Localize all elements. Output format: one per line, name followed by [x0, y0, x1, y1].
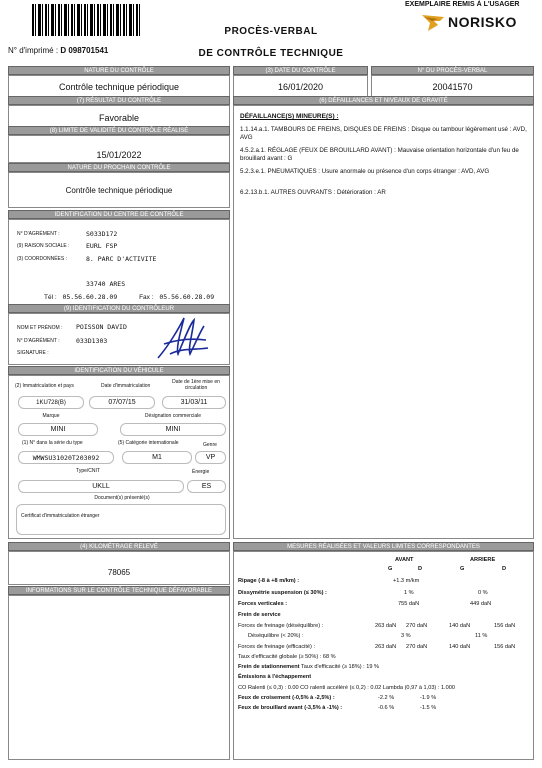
- unfavorable-box: [8, 595, 230, 760]
- user-copy-label: EXEMPLAIRE REMIS À L'USAGER: [405, 1, 520, 8]
- vin-label: (1) N° dans la série du type: [22, 440, 83, 446]
- defect-item: 6.2.13.b.1. AUTRES OUVRANTS : Détérioration : AR: [240, 189, 386, 196]
- unbal-rear-d: 156 daN: [494, 623, 516, 629]
- controller-signature-label: SIGNATURE :: [17, 350, 49, 356]
- ripage-label: Ripage (-8 à +8 m/km) :: [238, 578, 300, 584]
- rear-d: D: [502, 566, 507, 572]
- next-value: Contrôle technique périodique: [65, 186, 173, 195]
- tel-value: 05.56.60.28.09: [62, 293, 118, 301]
- deseq-label: Déséquilibre (< 20%) :: [248, 633, 304, 639]
- susp-rear: 0 %: [478, 590, 488, 596]
- reg-date-label: Date d'immatriculation: [101, 383, 151, 389]
- unfavorable-label: INFORMATIONS SUR LE CONTRÔLE TECHNIQUE DÉFAVORABLE: [8, 586, 230, 595]
- park-label: Frein de stationnement: [238, 664, 300, 670]
- defect-item: 5.2.3.e.1. PNEUMATIQUES : Usure anormale ou présence d'un corps étranger : AVD, AVG: [240, 168, 490, 175]
- cat-label: (5) Catégorie internationale: [118, 440, 179, 446]
- fog-front: -0.6 %: [378, 705, 395, 711]
- brake-label: Frein de service: [238, 612, 281, 618]
- ripage-value: +1.3 m/km: [393, 578, 420, 584]
- make-label: Marque: [42, 413, 60, 419]
- docs-label: Document(s) présenté(s): [94, 495, 150, 501]
- eff-front-g: 263 daN: [375, 644, 397, 650]
- unbal-label: Forces de freinage (déséquilibre) :: [238, 623, 324, 629]
- tel-label: Tél :: [44, 294, 57, 301]
- cross-front: -2.2 %: [378, 695, 395, 701]
- vert-rear: 449 daN: [470, 601, 492, 607]
- reg-value: 1KU728(B): [18, 396, 84, 409]
- validity-value: 15/01/2022: [8, 135, 230, 163]
- model-value: MINI: [120, 423, 226, 436]
- controller-name-value: POISSON DAVID: [76, 323, 127, 331]
- fax-value: 05.56.60.28.09: [159, 293, 215, 301]
- center-name-value: EURL FSP: [86, 242, 118, 250]
- make-value: MINI: [18, 423, 98, 436]
- first-date-value: 31/03/11: [162, 396, 226, 409]
- vert-label: Forces verticales :: [238, 601, 288, 607]
- center-agreement-value: S033D172: [86, 230, 118, 238]
- print-number: [8, 46, 108, 55]
- global-eff: Taux d'efficacité globale (≥ 50%) : 68 %: [238, 654, 336, 660]
- co-line: CO Ralenti (≤ 0,3) : 0.00 CO ralenti accéléré (≤ 0,2) : 0.02 Lambda (0,97 à 1,03) : 1.000: [238, 685, 455, 691]
- measures-label: MESURES RÉALISÉES ET VALEURS LIMITES CORRESPONDANTES: [233, 542, 534, 551]
- eff-rear-g: 140 daN: [449, 644, 471, 650]
- emissions-label: Émissions à l'échappement: [238, 674, 312, 680]
- controller-agreement-value: 033D1303: [76, 337, 108, 345]
- center-name-label: (9) RAISON SOCIALE :: [17, 243, 70, 249]
- deseq-front: 3 %: [401, 633, 411, 639]
- controller-label: (9) IDENTIFICATION DU CONTRÔLEUR: [8, 304, 230, 313]
- eff-rear-d: 156 daN: [494, 644, 516, 650]
- center-city: 33740 ARES: [86, 280, 126, 288]
- reg-date-value: 07/07/15: [89, 396, 155, 409]
- rear-g: G: [460, 566, 465, 572]
- type-label: Type/CNIT: [76, 468, 100, 474]
- front-header: AVANT: [395, 557, 414, 563]
- vehicle-label: IDENTIFICATION DU VÉHICULE: [8, 366, 230, 375]
- energy-label: Énergie: [192, 469, 210, 475]
- fog-label: Feux de brouillard avant (-3,5% à -1%) :: [238, 705, 343, 711]
- model-label: Désignation commerciale: [144, 413, 202, 419]
- brand-name: NORISKO: [448, 14, 517, 30]
- vin-value: WMWSU31020T203092: [18, 451, 114, 464]
- defect-item: 1.1.14.a.1. TAMBOURS DE FREINS, DISQUES DE FREINS : Disque ou tambour légèrement usé : AVD, AVG: [240, 126, 527, 141]
- validity-label: (8) LIMITE DE VALIDITÉ DU CONTRÔLE RÉALISÉ: [8, 126, 230, 135]
- deseq-rear: 11 %: [475, 633, 488, 639]
- rear-header: ARRIERE: [470, 557, 496, 563]
- mileage-value: 78065: [107, 568, 131, 577]
- energy-value: ES: [187, 480, 226, 493]
- unbal-front-g: 263 daN: [375, 623, 397, 629]
- center-address: 8. PARC D'ACTIVITE: [86, 255, 157, 263]
- mileage-label: (4) KILOMÉTRAGE RELEVÉ: [8, 542, 230, 551]
- signature: [150, 314, 210, 362]
- print-number-value: D 098701541: [60, 46, 109, 55]
- susp-label: Dissymétrie suspension (≤ 30%) :: [238, 590, 327, 596]
- pv-label: N° DU PROCÈS-VERBAL: [371, 66, 534, 75]
- date-value: 16/01/2020: [233, 75, 368, 97]
- eff-label: Forces de freinage (efficacité) :: [238, 644, 316, 650]
- susp-front: 1 %: [404, 590, 414, 596]
- cross-label: Feux de croisement (-0,5% à -2,5%) :: [238, 695, 335, 701]
- reg-label: (2) Immatriculation et pays: [15, 383, 74, 389]
- controller-agreement-label: N° D'AGRÉMENT :: [17, 338, 60, 344]
- next-label: NATURE DU PROCHAIN CONTRÔLE: [8, 163, 230, 172]
- park-value: Taux d'efficacité (≥ 18%) : 19 %: [301, 664, 380, 670]
- vert-front: 755 daN: [398, 601, 420, 607]
- docs-value: Certificat d'immatriculation étranger: [21, 513, 100, 519]
- title-line1: PROCÈS-VERBAL: [224, 26, 318, 37]
- defect-item: 4.5.2.a.1. RÉGLAGE (FEUX DE BROUILLARD AVANT) : Mauvaise orientation horizontale d'un feu de brouillard avant : G: [240, 147, 519, 162]
- defects-heading: DÉFAILLANCE(S) MINEURE(S) :: [240, 113, 339, 120]
- defects-label: (6) DÉFAILLANCES ET NIVEAUX DE GRAVITÉ: [233, 96, 534, 105]
- front-g: G: [388, 566, 393, 572]
- date-label: (3) DATE DU CONTRÔLE: [233, 66, 368, 75]
- eff-front-d: 270 daN: [406, 644, 428, 650]
- nature-label: NATURE DU CONTRÔLE: [8, 66, 230, 75]
- genre-value: VP: [195, 451, 226, 464]
- fog-rear: -1.5 %: [420, 705, 437, 711]
- type-value: UKLL: [18, 480, 184, 493]
- controller-name-label: NOM ET PRÉNOM :: [17, 325, 63, 331]
- first-date-label: Date de 1ère mise en circulation: [172, 379, 220, 391]
- cat-value: M1: [122, 451, 192, 464]
- center-agreement-label: N° D'AGRÉMENT :: [17, 231, 60, 237]
- fax-label: Fax :: [139, 294, 154, 301]
- pv-value: 20041570: [371, 75, 534, 97]
- genre-label: Genre: [203, 442, 217, 448]
- unbal-front-d: 270 daN: [406, 623, 428, 629]
- cross-rear: -1.9 %: [420, 695, 437, 701]
- park-line: [238, 664, 379, 671]
- result-value: Favorable: [8, 105, 230, 127]
- nature-value: Contrôle technique périodique: [8, 75, 230, 97]
- title-line2: DE CONTRÔLE TECHNIQUE: [198, 48, 344, 59]
- unbal-rear-g: 140 daN: [449, 623, 471, 629]
- docs-box: [16, 504, 226, 535]
- front-d: D: [418, 566, 423, 572]
- result-label: (7) RÉSULTAT DU CONTRÔLE: [8, 96, 230, 105]
- print-number-label: N° d'imprimé :: [8, 46, 59, 55]
- center-label: IDENTIFICATION DU CENTRE DE CONTRÔLE: [8, 210, 230, 219]
- center-coords-label: (3) COORDONNÉES :: [17, 256, 68, 262]
- center-phones: [44, 293, 214, 301]
